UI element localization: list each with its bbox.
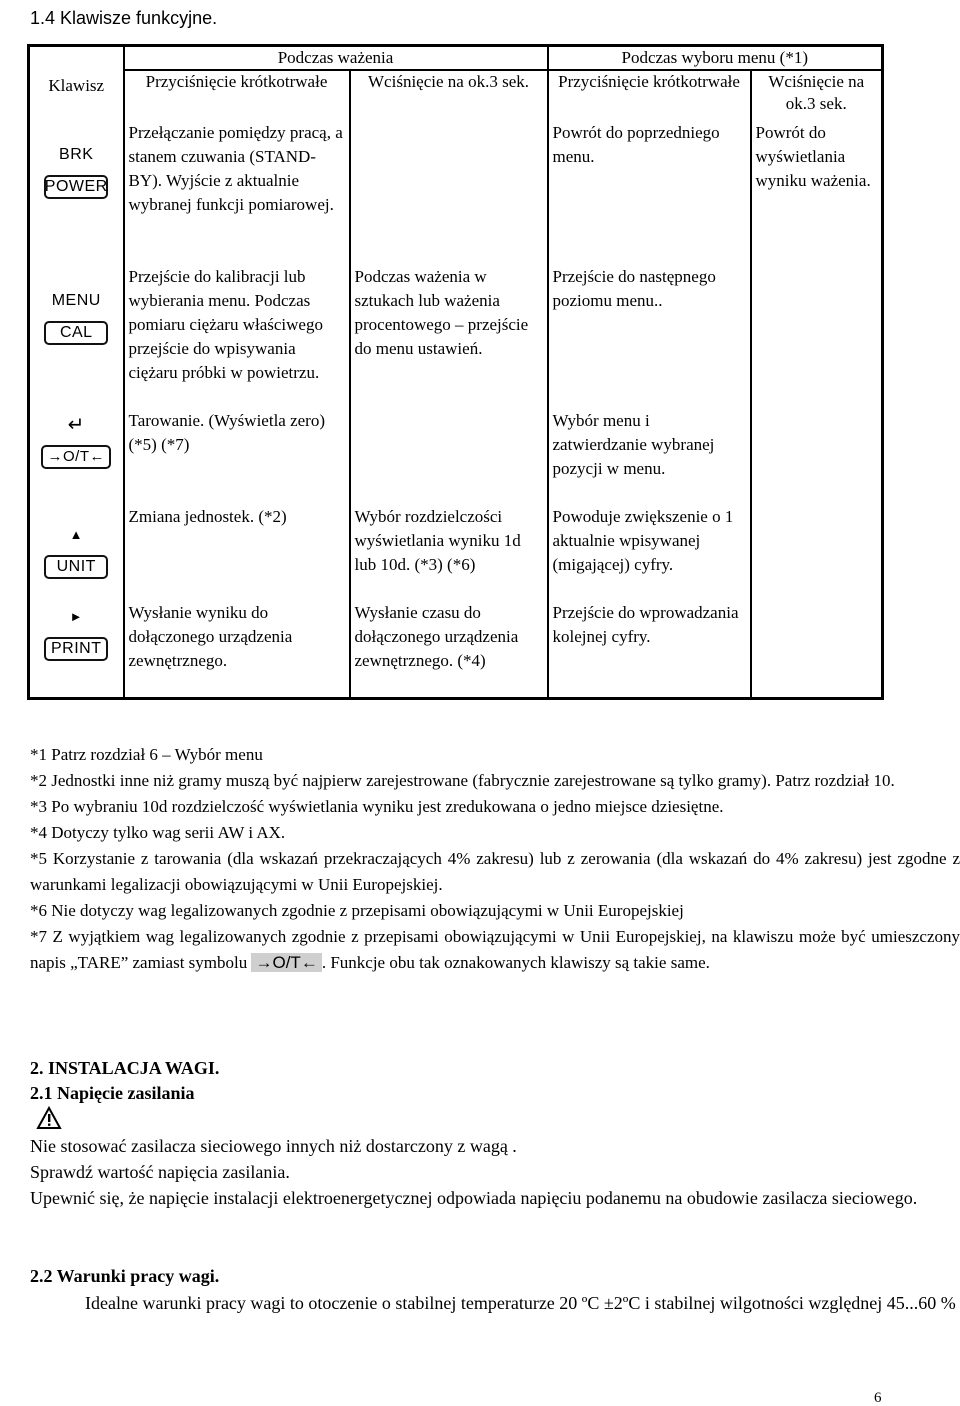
cell-menu-long <box>751 265 883 409</box>
header-weighing-short: Przyciśnięcie krótkotrwałe <box>124 70 350 121</box>
menu-key-label: MENU <box>44 289 108 313</box>
footnote-5: *5 Korzystanie z tarowania (dla wskazań przekraczających 4% zakresu) lub z zerowania (dla wskazań do 4% zakresu) jest zgodne z warunkami legalizacji obowiązującymi w Unii Europejskiej. <box>30 849 960 894</box>
key-pair-up-unit <box>30 505 123 587</box>
table-row <box>29 121 883 265</box>
cell-menu-short: Powoduje zwiększenie o 1 aktualnie wpisywanej (migającej) cyfry. <box>548 505 751 601</box>
table-row <box>29 409 883 505</box>
paragraph: Sprawdź wartość napięcia zasilania. <box>30 1162 290 1182</box>
key-pair-enter-ot <box>30 409 123 477</box>
cell-weighing-long <box>350 121 548 265</box>
cell-weighing-long: Wybór rozdzielczości wyświetlania wyniku 1d lub 10d. (*3) (*6) <box>350 505 548 601</box>
table-row <box>29 601 883 699</box>
cal-key: CAL <box>44 321 108 345</box>
header-weighing-long: Wciśnięcie na ok.3 sek. <box>350 70 548 121</box>
key-pair-brk-power <box>30 121 123 207</box>
enter-arrow-icon: ↵ <box>44 413 108 437</box>
cell-menu-short: Przejście do następnego poziomu menu.. <box>548 265 751 409</box>
header-weighing-group: Podczas ważenia <box>124 46 548 71</box>
cell-weighing-long: Wysłanie czasu do dołączonego urządzenia zewnętrznego. (*4) <box>350 601 548 699</box>
header-menu-short: Przyciśnięcie krótkotrwałe <box>548 70 751 121</box>
cell-weighing-short: Tarowanie. (Wyświetla zero) (*5) (*7) <box>124 409 350 505</box>
cell-menu-short: Wybór menu i zatwierdzanie wybranej pozycji w menu. <box>548 409 751 505</box>
footnote-7-text: *7 Z wyjątkiem wag legalizowanych zgodnie z przepisami obowiązującymi w Unii Europejskiej, na klawiszu może być umieszczony napis „TARE” zamiast symbolu <box>30 927 960 972</box>
table-row <box>29 505 883 601</box>
header-menu-group: Podczas wyboru menu (*1) <box>621 48 809 67</box>
cell-menu-long <box>751 601 883 699</box>
cell-menu-short: Powrót do poprzedniego menu. <box>548 121 751 265</box>
key-pair-menu-cal <box>30 265 123 353</box>
cell-weighing-short: Wysłanie wyniku do dołączonego urządzenia zewnętrznego. <box>124 601 350 699</box>
footnotes <box>30 742 960 976</box>
print-key: PRINT <box>44 637 108 661</box>
footnote-7-end: . Funkcje obu tak oznakowanych klawiszy są takie same. <box>321 953 710 972</box>
cell-weighing-short: Przełączanie pomiędzy pracą, a stanem czuwania (STAND-BY). Wyjście z aktualnie wybranej funkcji pomiarowej. <box>124 121 350 265</box>
section-2-1-title: 2.1 Napięcie zasilania <box>30 1083 195 1103</box>
section-title: 1.4 Klawisze funkcyjne. <box>30 8 218 28</box>
paragraph: Nie stosować zasilacza sieciowego innych niż dostarczony z wagą . <box>30 1136 517 1156</box>
footnote-1: *1 Patrz rozdział 6 – Wybór menu <box>30 745 263 764</box>
brk-key-label: BRK <box>44 143 108 167</box>
zero-tare-key: →O/T← <box>41 445 111 469</box>
footnote-4: *4 Dotyczy tylko wag serii AW i AX. <box>30 823 286 842</box>
footnote-7 <box>30 924 960 976</box>
footnote-2: *2 Jednostki inne niż gramy muszą być najpierw zarejestrowane (fabrycznie zarejestrowane są tylko gramy). Patrz rozdział 10. <box>30 771 895 790</box>
paragraph: Upewnić się, że napięcie instalacji elektroenergetycznej odpowiada napięciu podanemu na obudowie zasilacza sieciowego. <box>30 1188 918 1208</box>
cell-menu-short: Przejście do wprowadzania kolejnej cyfry. <box>548 601 751 699</box>
table-header-row-2 <box>29 70 883 121</box>
section-2-2-body: Idealne warunki pracy wagi to otoczenie o stabilnej temperaturze 20 ºC ±2ºC i stabilnej wilgotności względnej 45...60 % <box>85 1293 956 1313</box>
footnote-6: *6 Nie dotyczy wag legalizowanych zgodnie z przepisami obowiązującymi w Unii Europejskiej <box>30 901 684 920</box>
cell-menu-long: Powrót do wyświetlania wyniku ważenia. <box>755 123 871 190</box>
header-menu-long: Wciśnięcie na ok.3 sek. <box>751 70 883 121</box>
section-2-1-body <box>30 1133 960 1211</box>
table-header-row-1 <box>29 46 883 71</box>
cell-weighing-short: Zmiana jednostek. (*2) <box>124 505 350 601</box>
cell-menu-long <box>751 409 883 505</box>
power-key: POWER <box>44 175 108 199</box>
footnote-3: *3 Po wybraniu 10d rozdzielczość wyświetlania wyniku jest zredukowana o jedno miejsce dziesiętne. <box>30 797 724 816</box>
page-number: 6 <box>874 1390 882 1406</box>
unit-key: UNIT <box>44 555 108 579</box>
cell-weighing-short: Przejście do kalibracji lub wybierania menu. Podczas pomiaru ciężaru właściwego przejście do wpisywania ciężaru próbki w powietrzu. <box>124 265 350 409</box>
section-2-2-title: 2.2 Warunki pracy wagi. <box>30 1266 220 1286</box>
cell-weighing-long: Podczas ważenia w sztukach lub ważenia procentowego – przejście do menu ustawień. <box>350 265 548 409</box>
key-pair-right-print <box>30 601 123 669</box>
cell-menu-long <box>751 505 883 601</box>
cell-weighing-long <box>350 409 548 505</box>
right-arrow-icon: ► <box>44 605 108 629</box>
header-key-column: Klawisz <box>29 46 124 122</box>
up-arrow-icon: ▲ <box>44 523 108 547</box>
zero-tare-symbol: →O/T← <box>251 953 321 972</box>
table-row <box>29 265 883 409</box>
function-keys-table <box>27 44 884 700</box>
section-2-title: 2. INSTALACJA WAGI. <box>30 1058 220 1078</box>
